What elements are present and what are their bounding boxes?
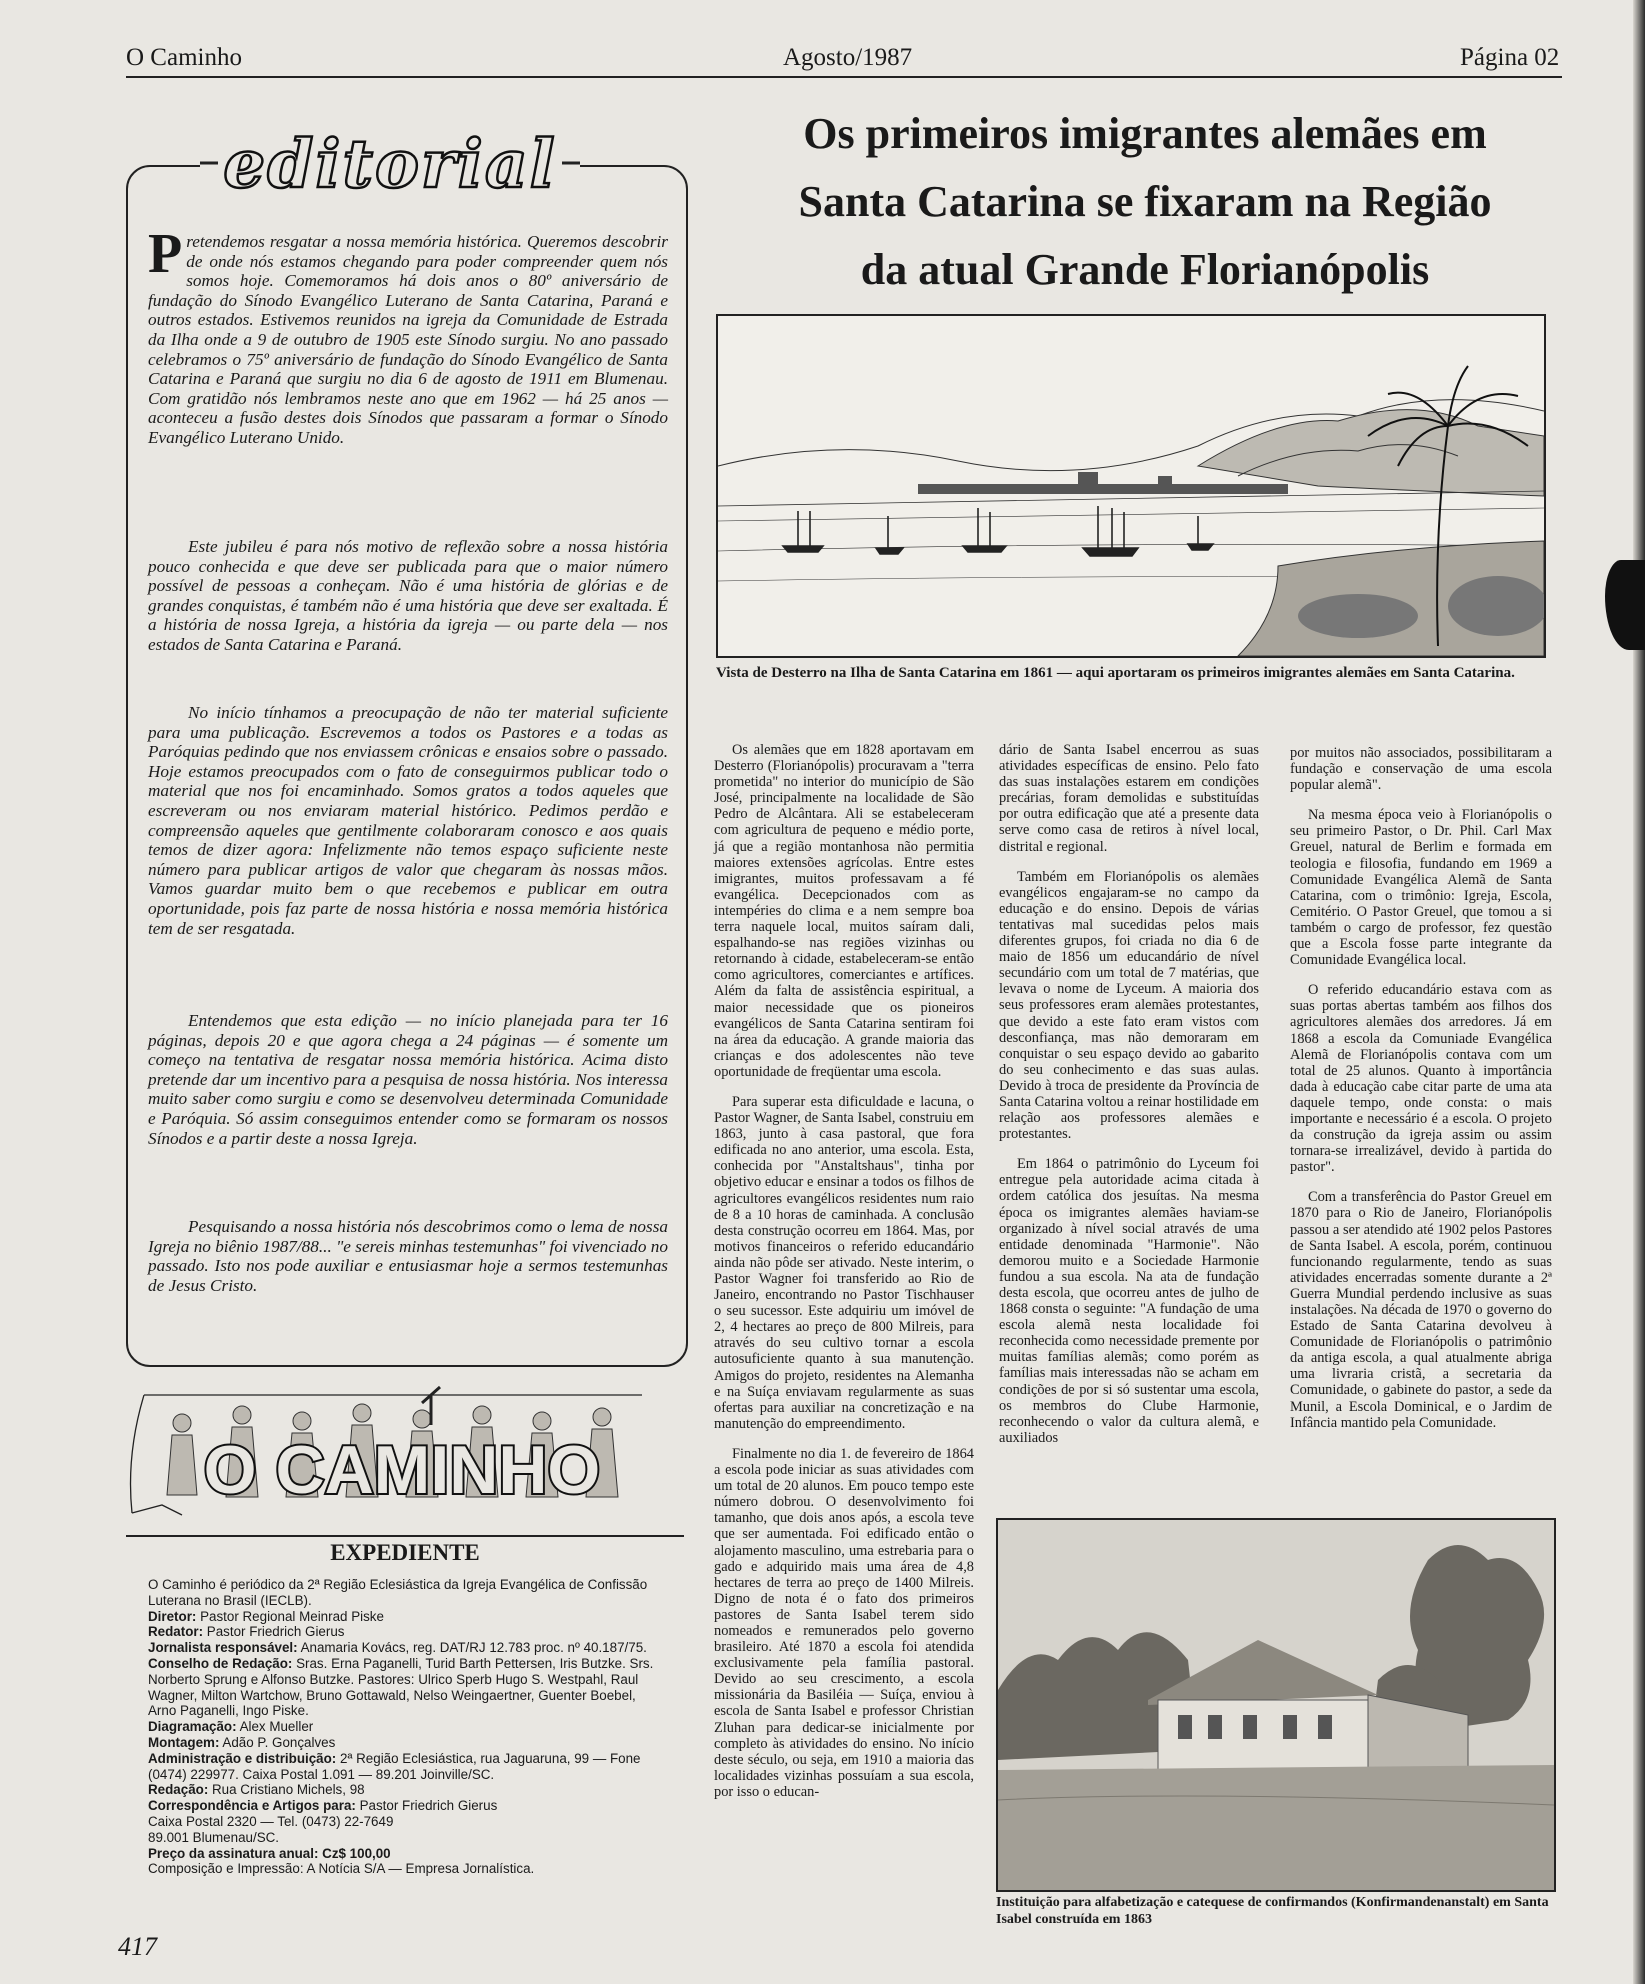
expediente-row: Diretor: Pastor Regional Meinrad Piske [148,1608,384,1624]
article-paragraph: Os alemães que em 1828 aportavam em Desterro (Florianópolis) procuravam a "terra prometida" no interior do município de São José, principalmente na localidade de São Pedro de Alcântara. Ali se estabeleceram com agricultura de pequeno e médio porte, já que a região montanhosa não permitia maiores extensões agrícolas. Entre estes imigrantes, muitos professavam a fé evangélica. Decepcionados com as intempéries do clima e a nem sempre boa terra naquele local, muitos saíram dali, espalhando-se nas regiões vizinhas ou retornando à cidade, estabeleceram-se então como agricultores, comerciantes e artífices. Além da falta de assistência espiritual, a maior necessidade que os pioneiros evangélicos de Santa Catarina sentiram foi na área da educação. A grande maioria das crianças e dos adolescentes não teve oportunidade de freqüentar uma escola. [714,742,974,1080]
expediente-row: Composição e Impressão: A Notícia S/A — Empresa Jornalística. [148,1861,535,1877]
article-paragraph: Para superar esta dificuldade e lacuna, o Pastor Wagner, de Santa Isabel, construiu em 1863, junto à casa pastoral, que fora edificada no ano anterior, uma escola. Esta, conhecida por "Anstaltshaus", tinha por objetivo educar e ensinar a todos os filhos de agricultores evangélicos residentes num raio de 8 a 10 horas de caminhada. A conclusão desta construção ocorreu em 1864. Mas, por motivos financeiros o referido educandário ainda não pôde ser ativado. Neste interim, o Pastor Wagner foi transferido ao Rio de Janeiro, encontrando no Pastor Tischhauser o seu sucessor. Este adquiriu um imóvel de 2, 4 hectares ao preço de 800 Milreis, para através do seu cultivo tornar a escola autosuficiente quanto à sua manutenção. Amigos do projeto, residentes na Alemanha e na Suíça enviavam regularmente as suas ofertas para auxiliar na concretização e na manutenção do empreendimento. [714,1093,974,1432]
editorial-logo [200,115,580,215]
article-paragraph: Também em Florianópolis os alemães evangélicos engajaram-se no campo da educação e do ensino. Depois de várias tentativas mal sucedidas pelos mais diferentes grupos, foi criada no dia 6 de maio de 1856 um educandário de nível secundário com um total de 7 matérias, que levava o nome de Lyceum. A maioria dos seus professores eram alemães protestantes, que devido a este fato eram vistos com desconfiança, mas não demoraram em conquistar o seu espaço devido ao gabarito do seu conhecimento e das suas aulas. Devido à troca de presidente da Província de Santa Catarina voltou a reinar hostilidade em relação aos professores alemães e protestantes. [999,868,1259,1143]
expediente-row: Correspondência e Artigos para: Pastor Friedrich Gierus [148,1798,498,1814]
expediente-row: Preço da assinatura anual: Cz$ 100,00 [148,1845,391,1861]
page-edge-shadow [1633,0,1645,1984]
expediente-row: Caixa Postal 2320 — Tel. (0473) 22-7649 [148,1813,394,1829]
article-paragraph: Em 1864 o patrimônio do Lyceum foi entregue pela autoridade acima citada à ordem católica dos jesuítas. Na mesma época os imigrantes alemães haviam-se organizado à nível social através de uma entidade denominada "Harmonie". Não demorou muito e a Sociedade Harmonie fundou a sua escola. Na ata de fundação desta escola, que ocorreu antes de julho de 1868 consta o seguinte: "A fundação de uma escola alemã nesta localidade foi reconhecida como necessidade premente por muitas famílias alemãs; como porém as famílias mais interessadas não se acham em condições de por si só sustentar uma escola, os membros do Clube Harmonie, reconhecendo o valor da cultura alemã, e auxiliados [999,1156,1259,1446]
expediente-row: 89.001 Blumenau/SC. [148,1829,280,1845]
header-rule [126,76,1562,78]
editorial-paragraph-2: Este jubileu é para nós motivo de reflexão sobre a nossa história pouco conhecida e que deve ser publicada para que o maior número possível de pessoas a conheçam. Não é uma história de glórias e de grandes conquistas, é também não é uma história que deve ser exaltada. É a história de nossa Igreja, a história da igreja — ou parte dela — nos estados de Santa Catarina e Paraná. [148,537,668,654]
o-caminho-masthead [122,1385,652,1525]
headline-line-3: da atual Grande Florianópolis [860,245,1430,294]
headline-line-1: Os primeiros imigrantes alemães em [803,109,1487,158]
page-tear-mark [1605,560,1645,650]
expediente-title: EXPEDIENTE [330,1540,480,1565]
editorial-paragraph-1-text: retendemos resgatar a nossa memória histórica. Queremos descobrir de onde nós estamos chegando para poder compreender quem nós somos hoje. Comemoramos há dois anos o 80º aniversário de fundação do Sínodo Evangélico Luterano de Santa Catarina, Paraná e outros estados. Estivemos reunidos na igreja da Comunidade de Estrada da Ilha onde a 9 de outubro de 1905 este Sínodo surgiu. No ano passado celebramos o 75º aniversário de fundação do Sínodo Evangélico de Santa Catarina e Paraná que surgiu no dia 6 de agosto de 1911 em Blumenau. Com gratidão nós lembramos neste ano que em 1962 — há 25 anos — aconteceu a fusão destes dois Sínodos que passaram a formar o Sínodo Evangélico Luterano Unido. [148,232,668,447]
article-paragraph: Finalmente no dia 1. de fevereiro de 1864 a escola pode iniciar as suas atividades com um total de 20 alunos. Em pouco tempo este número dobrou. O desenvolvimento foi tamanho, que dois anos após, a escola teve que ser aumentada. Foi edificado então o alojamento masculino, uma estrebaria para o gado e adquirido mais uma área de 4,8 hectares de terra ao preço de 1400 Milreis. Digno de nota é o fato dos primeiros pastores de Santa Isabel terem sido nomeados e remunerados pelo governo brasileiro. Até 1870 a escola foi atendida exclusivamente pela família pastoral. Devido ao seu crescimento, a escola missionária da Basiléia — Suíça, enviou à escola de Santa Isabel e professor Christian Zluhan para dedicar-se inicialmente por completo às atividades do ensino. No início deste século, ou seja, em 1910 a maioria das localidades vizinhas possuíam a sua escola, por isso o educan- [714,1445,974,1800]
article-paragraph: por muitos não associados, possibilitaram a fundação e conservação de uma escola popular alemã". [1290,745,1552,794]
editorial-dropcap: P [148,223,183,285]
desterro-engraving [716,314,1546,658]
engraving-drawing [718,316,1544,656]
expediente-row: Redação: Rua Cristiano Michels, 98 [148,1782,365,1798]
masthead-text: O CAMINHO [203,1432,601,1508]
photo-drawing [998,1520,1554,1890]
headline-line-2: Santa Catarina se fixaram na Região [798,177,1492,226]
editorial-paragraph-3: No início tínhamos a preocupação de não ter material suficiente para uma publicação. Escrevemos a todos os Pastores e a todas as Paróquias pedindo que nos enviassem crônicas e ensaios sobre o passado. Hoje estamos preocupados com o fato de conseguirmos publicar todo o material que nos foi encaminhado. Somos gratos a todos aqueles que escreveram ou nos enviaram material histórico. Pedimos perdão e compreensão aqueles que gentilmente colaboraram conosco e aos quais temos de dizer agora: Infelizmente não temos espaço suficiente neste número para publicar artigos de valor que chegaram às nossas mãos. Vamos guardar muito bem o que recebemos e publicar em outra oportunidade, pois faz parte de nossa história e nossa memória histórica tem de ser resgatada. [148,703,668,938]
article-paragraph: Com a transferência do Pastor Greuel em 1870 para o Rio de Janeiro, Florianópolis passou a ser atendido até 1902 pelos Pastores de Santa Isabel. A escola, porém, continuou funcionando regularmente, tendo as suas atividades encerradas somente durante a 2ª Guerra Mundial perdendo inclusive as suas instalações. Na década de 1970 o governo do Estado de Santa Catarina devolveu à Comunidade de Florianópolis o patrimônio da antiga escola, a qual atualmente abriga uma livraria cristã, a secretaria da Comunidade, o gabinete do pastor, a sede da Munil, a Escola Dominical, e o Jardim de Infância mantido pela Comunidade. [1290,1189,1552,1431]
expediente-row: Montagem: Adão P. Gonçalves [148,1734,336,1750]
header-date: Agosto/1987 [783,44,913,71]
expediente-block [148,1577,658,1877]
editorial-paragraph-5: Pesquisando a nossa história nós descobrimos como o lema de nossa Igreja no biênio 1987/88... "e sereis minhas testemunhas" foi vivenciado no passado. Isto nos pode auxiliar e entusiasmar hoje a sermos testemunhas de Jesus Cristo. [148,1217,668,1295]
article-column-2 [999,742,1259,1446]
article-column-1 [714,742,974,1800]
expediente-rule [126,1535,684,1537]
editorial-paragraph-4: Entendemos que esta edição — no início planejada para ter 16 páginas, depois 20 e que agora chega a 24 páginas — é somente um começo na tentativa de resgatar nossa memória histórica. Acima disto pretende dar um incentivo para a pesquisa de nossa história. Nos interessa muito saber como surgiu e como se desenvolveu determinada Comunidade e Paróquia. Só assim conseguimos entender como se formaram os nossos Sínodos e a partir deste a nossa Igreja. [148,1011,668,1148]
editorial-paragraph-1 [148,223,668,448]
expediente-row: Administração e distribuição: 2ª Região Eclesiástica, rua Jaguaruna, 99 — Fone (0474) 229977. Caixa Postal 1.091 — 89.201 Joinville/SC. [148,1750,641,1782]
article-paragraph: dário de Santa Isabel encerrou as suas atividades específicas de ensino. Pelo fato das suas instalações estarem em condições precárias, foram demolidas e substituídas por outra edificação que até a presente data serve como casa de retiros à nível local, distrital e regional. [999,742,1259,855]
expediente-intro: O Caminho é periódico da 2ª Região Eclesiástica da Igreja Evangélica de Confissão Luterana no Brasil (IECLB). [148,1577,648,1608]
article-headline [700,100,1590,304]
editorial-logo-text: editorial [223,125,557,203]
article-column-3 [1290,745,1552,1431]
article-paragraph: O referido educandário estava com as suas portas abertas também aos filhos dos agricultores alemães dos arredores. Já em 1868 a escola da Comuniade Evangélica Alemã de Florianópolis contava com um total de 25 alunos. Quanto à importância dada à educação cabe citar parte de uma ata daquele tempo, onde consta: o mais importante e necessário é a escola. O projeto da construção da igreja assim ou assim tornara-se irrealizável, devido à partida do pastor". [1290,982,1552,1176]
header-page-label: Página 02 [1460,44,1560,71]
photo-caption: Instituição para alfabetização e catequese de confirmandos (Konfirmandenanstalt) em Santa Isabel construída em 1863 [996,1895,1549,1927]
expediente-row: Redator: Pastor Friedrich Gierus [148,1624,345,1640]
engraving-caption: Vista de Desterro na Ilha de Santa Catarina em 1861 — aqui aportaram os primeiros imigrantes alemães em Santa Catarina. [716,665,1515,681]
expediente-row: Jornalista responsável: Anamaria Kovács, reg. DAT/RJ 12.783 proc. nº 40.187/75. [148,1640,647,1656]
expediente-row: Diagramação: Alex Mueller [148,1719,314,1735]
expediente-row: Conselho de Redação: Sras. Erna Paganelli, Turid Barth Pettersen, Iris Butzke. Srs. Norberto Sprung e Alfonso Butzke. Pastores: Ulrico Sperb Hugo S. Westpahl, Raul Wagner, Milton Wartchow, Bruno Gottawald, Nelso Weingaertner, Guenter Boebel, Arno Paganelli, Ingo Piske. [148,1655,654,1719]
santa-isabel-photo [996,1518,1556,1892]
archive-page-number: 417 [118,1932,157,1961]
article-paragraph: Na mesma época veio à Florianópolis o seu primeiro Pastor, o Dr. Phil. Carl Max Greuel, natural de Berlim e formada em teologia e filosofia, fundando em 1969 a Comunidade Evangélica Alemã de Santa Catarina, com o trimônio: Igreja, Escola, Cemitério. O Pastor Greuel, que tomou a si também o cargo de professor, fez questão que a Escola fosse parte integrante da Comunidade Evangélica local. [1290,807,1552,969]
header-publication-name: O Caminho [126,44,242,71]
